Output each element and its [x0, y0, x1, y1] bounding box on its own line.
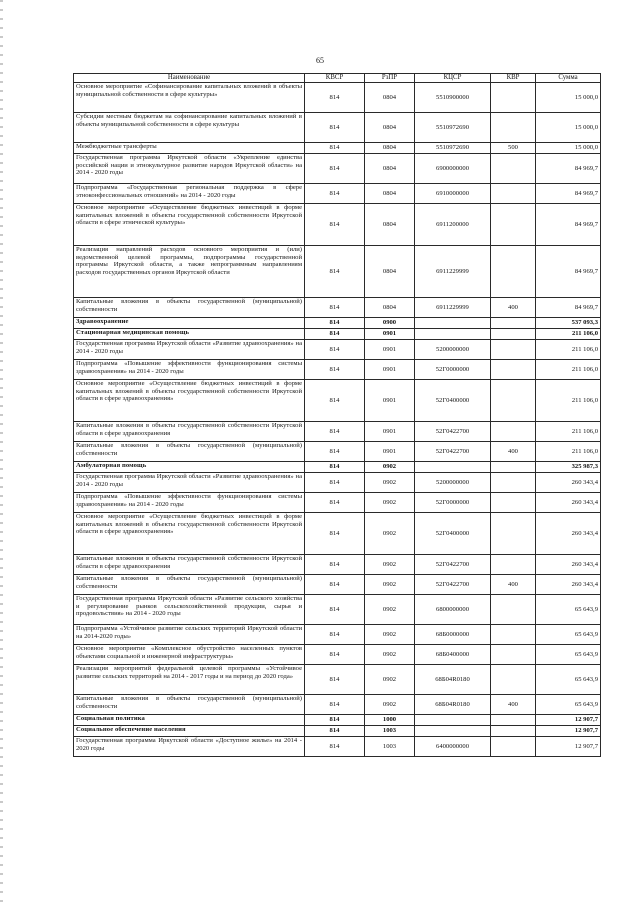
cell-kcsr: 6910000000 — [415, 184, 491, 204]
cell-name: Капитальные вложения в объекты государственной собственности Иркутской области в сфере здравоохранения — [74, 422, 305, 442]
cell-name: Государственная программа Иркутской области «Развитие здравоохранения» на 2014 - 2020 годы — [74, 340, 305, 360]
cell-kcsr: 6800000000 — [415, 595, 491, 625]
cell-rzpr: 0804 — [365, 184, 415, 204]
cell-rzpr: 0902 — [365, 513, 415, 555]
cell-kvr — [491, 473, 536, 493]
cell-name: Капитальные вложения в объекты государственной (муниципальной) собственности — [74, 442, 305, 462]
cell-kvsr: 814 — [305, 422, 365, 442]
table-row — [74, 625, 601, 645]
cell-kvsr: 814 — [305, 726, 365, 737]
cell-sum: 260 343,4 — [536, 513, 601, 555]
cell-sum: 65 643,9 — [536, 645, 601, 665]
cell-sum: 211 106,0 — [536, 442, 601, 462]
cell-kvr — [491, 422, 536, 442]
cell-sum: 12 907,7 — [536, 737, 601, 757]
table-row — [74, 143, 601, 154]
cell-kcsr: 68Б04R0180 — [415, 695, 491, 715]
cell-kvsr: 814 — [305, 113, 365, 143]
table-row — [74, 380, 601, 422]
cell-kcsr: 52Г0422700 — [415, 422, 491, 442]
table-row — [74, 645, 601, 665]
cell-kcsr: 6911229999 — [415, 298, 491, 318]
cell-name: Подпрограмма «Устойчивое развитие сельских территорий Иркутской области на 2014-2020 годы» — [74, 625, 305, 645]
cell-kvr — [491, 184, 536, 204]
cell-sum: 211 106,0 — [536, 329, 601, 340]
header-name: Наименование — [74, 74, 305, 83]
cell-kvr — [491, 645, 536, 665]
cell-sum: 211 106,0 — [536, 340, 601, 360]
cell-name: Капитальные вложения в объекты государственной собственности Иркутской области в сфере здравоохранения — [74, 555, 305, 575]
cell-kvr — [491, 493, 536, 513]
header-sum: Сумма — [536, 74, 601, 83]
table-row — [74, 422, 601, 442]
cell-kvr — [491, 380, 536, 422]
cell-kcsr: 52Г0400000 — [415, 380, 491, 422]
cell-kcsr: 5510972690 — [415, 143, 491, 154]
table-row — [74, 184, 601, 204]
table-header-row — [74, 74, 601, 83]
cell-name: Реализация направлений расходов основного мероприятия и (или) ведомственной целевой программы, подпрограммы государственной программы Иркутской области, а также непрограммным направлениям расходов государственных органов Иркутской области — [74, 246, 305, 298]
cell-sum: 84 969,7 — [536, 184, 601, 204]
cell-kcsr: 52Г0422700 — [415, 575, 491, 595]
cell-name: Межбюджетные трансферты — [74, 143, 305, 154]
cell-name: Основное мероприятие «Осуществление бюджетных инвестиций в форме капитальных вложений в объекты государственной собственности Иркутской области в сфере здравоохранения» — [74, 380, 305, 422]
cell-kcsr: 5510900000 — [415, 83, 491, 113]
cell-kvr: 400 — [491, 575, 536, 595]
cell-rzpr: 1000 — [365, 715, 415, 726]
table-row — [74, 442, 601, 462]
cell-sum: 260 343,4 — [536, 493, 601, 513]
table-row — [74, 83, 601, 113]
table-row — [74, 695, 601, 715]
cell-rzpr: 0804 — [365, 246, 415, 298]
cell-kvsr: 814 — [305, 665, 365, 695]
table-row — [74, 154, 601, 184]
cell-kcsr: 5200000000 — [415, 473, 491, 493]
cell-kvsr: 814 — [305, 715, 365, 726]
cell-kvr — [491, 154, 536, 184]
cell-kvsr: 814 — [305, 473, 365, 493]
scan-edge — [0, 0, 3, 905]
cell-kvsr: 814 — [305, 513, 365, 555]
cell-name: Капитальные вложения в объекты государственной (муниципальной) собственности — [74, 298, 305, 318]
cell-kvsr: 814 — [305, 493, 365, 513]
cell-rzpr: 0804 — [365, 298, 415, 318]
cell-name: Капитальные вложения в объекты государственной (муниципальной) собственности — [74, 575, 305, 595]
cell-kvsr: 814 — [305, 318, 365, 329]
cell-sum: 84 969,7 — [536, 204, 601, 246]
header-kvsr: КВСР — [305, 74, 365, 83]
cell-rzpr: 0804 — [365, 113, 415, 143]
cell-rzpr: 0901 — [365, 360, 415, 380]
table-row — [74, 555, 601, 575]
table-row — [74, 715, 601, 726]
cell-kvr — [491, 595, 536, 625]
cell-name: Подпрограмма «Повышение эффективности функционирования системы здравоохранения» на 2014 - 2020 годы — [74, 493, 305, 513]
cell-kcsr — [415, 318, 491, 329]
cell-sum: 65 643,9 — [536, 695, 601, 715]
cell-kcsr: 6911200000 — [415, 204, 491, 246]
cell-kvsr: 814 — [305, 154, 365, 184]
table-row — [74, 737, 601, 757]
cell-kvsr: 814 — [305, 695, 365, 715]
cell-kcsr: 52Г0422700 — [415, 555, 491, 575]
cell-sum: 325 987,3 — [536, 462, 601, 473]
cell-rzpr: 0902 — [365, 462, 415, 473]
cell-kvr — [491, 204, 536, 246]
cell-sum: 260 343,4 — [536, 473, 601, 493]
cell-kvsr: 814 — [305, 329, 365, 340]
table-row — [74, 473, 601, 493]
cell-name: Государственная программа Иркутской области «Развитие сельского хозяйства и регулирование рынков сельскохозяйственной продукции, сырья и продовольствия» на 2014 - 2020 годы — [74, 595, 305, 625]
cell-rzpr: 0902 — [365, 645, 415, 665]
cell-rzpr: 0901 — [365, 329, 415, 340]
cell-kcsr — [415, 329, 491, 340]
cell-kvsr: 814 — [305, 143, 365, 154]
cell-kvr — [491, 329, 536, 340]
table-row — [74, 513, 601, 555]
cell-name: Социальное обеспечение населения — [74, 726, 305, 737]
cell-sum: 211 106,0 — [536, 380, 601, 422]
cell-kvr — [491, 555, 536, 575]
header-rzpr: РзПР — [365, 74, 415, 83]
table-row — [74, 318, 601, 329]
cell-kcsr: 52Г0422700 — [415, 442, 491, 462]
cell-sum: 84 969,7 — [536, 246, 601, 298]
cell-kvsr: 814 — [305, 442, 365, 462]
cell-sum: 15 000,0 — [536, 83, 601, 113]
cell-kvsr: 814 — [305, 737, 365, 757]
header-kvr: КВР — [491, 74, 536, 83]
cell-kvsr: 814 — [305, 555, 365, 575]
table-row — [74, 113, 601, 143]
cell-kcsr — [415, 715, 491, 726]
budget-table — [73, 73, 601, 757]
cell-name: Субсидии местным бюджетам на софинансирование капитальных вложений в объекты муниципальной собственности в сфере культуры — [74, 113, 305, 143]
cell-kcsr: 52Г0400000 — [415, 513, 491, 555]
cell-rzpr: 0902 — [365, 555, 415, 575]
cell-kvr — [491, 726, 536, 737]
table-row — [74, 298, 601, 318]
table-row — [74, 340, 601, 360]
cell-kcsr — [415, 462, 491, 473]
cell-rzpr: 0901 — [365, 442, 415, 462]
cell-name: Стационарная медицинская помощь — [74, 329, 305, 340]
cell-sum: 260 343,4 — [536, 575, 601, 595]
cell-kvsr: 814 — [305, 645, 365, 665]
cell-sum: 12 907,7 — [536, 726, 601, 737]
cell-sum: 12 907,7 — [536, 715, 601, 726]
table-row — [74, 462, 601, 473]
cell-rzpr: 0804 — [365, 143, 415, 154]
table-row — [74, 493, 601, 513]
table-row — [74, 726, 601, 737]
cell-kvsr: 814 — [305, 204, 365, 246]
table-row — [74, 575, 601, 595]
cell-rzpr: 0901 — [365, 380, 415, 422]
cell-rzpr: 0902 — [365, 473, 415, 493]
cell-kcsr: 5510972690 — [415, 113, 491, 143]
cell-kvsr: 814 — [305, 462, 365, 473]
cell-sum: 65 643,9 — [536, 625, 601, 645]
cell-sum: 211 106,0 — [536, 360, 601, 380]
cell-kvr: 400 — [491, 442, 536, 462]
cell-name: Государственная программа Иркутской области «Развитие здравоохранения» на 2014 - 2020 годы — [74, 473, 305, 493]
table-row — [74, 595, 601, 625]
cell-kcsr: 68Б0000000 — [415, 625, 491, 645]
cell-name: Социальная политика — [74, 715, 305, 726]
cell-rzpr: 1003 — [365, 726, 415, 737]
cell-kcsr: 5200000000 — [415, 340, 491, 360]
cell-kvr — [491, 625, 536, 645]
cell-kvsr: 814 — [305, 298, 365, 318]
table-row — [74, 665, 601, 695]
cell-kcsr: 68Б04R0180 — [415, 665, 491, 695]
table-row — [74, 360, 601, 380]
cell-kvr — [491, 360, 536, 380]
cell-name: Государственная программа Иркутской области «Укрепление единства российской нации и этнокультурное развитие народов Иркутской области» на 2014 - 2020 годы — [74, 154, 305, 184]
cell-kvsr: 814 — [305, 595, 365, 625]
cell-kvsr: 814 — [305, 340, 365, 360]
cell-name: Амбулаторная помощь — [74, 462, 305, 473]
cell-kcsr: 6911229999 — [415, 246, 491, 298]
cell-sum: 15 000,0 — [536, 113, 601, 143]
cell-kvr — [491, 737, 536, 757]
cell-sum: 15 000,0 — [536, 143, 601, 154]
cell-kvsr: 814 — [305, 184, 365, 204]
cell-rzpr: 0804 — [365, 154, 415, 184]
cell-kvsr: 814 — [305, 625, 365, 645]
cell-kcsr: 52Г0000000 — [415, 360, 491, 380]
table-body — [74, 83, 601, 757]
cell-name: Подпрограмма «Государственная региональная поддержка в сфере этноконфессиональных отношений» на 2014 - 2020 годы — [74, 184, 305, 204]
cell-kvsr: 814 — [305, 246, 365, 298]
cell-sum: 84 969,7 — [536, 154, 601, 184]
cell-rzpr: 0901 — [365, 340, 415, 360]
cell-rzpr: 0902 — [365, 625, 415, 645]
cell-kvr — [491, 83, 536, 113]
cell-rzpr: 0902 — [365, 595, 415, 625]
header-kcsr: КЦСР — [415, 74, 491, 83]
cell-kcsr: 6900000000 — [415, 154, 491, 184]
cell-kvr — [491, 246, 536, 298]
cell-rzpr: 1003 — [365, 737, 415, 757]
cell-name: Основное мероприятие «Осуществление бюджетных инвестиций в форме капитальных вложений в объекты государственной собственности Иркутской области в сфере здравоохранения» — [74, 513, 305, 555]
cell-kvr: 400 — [491, 695, 536, 715]
cell-sum: 84 969,7 — [536, 298, 601, 318]
cell-sum: 65 643,9 — [536, 595, 601, 625]
cell-kvsr: 814 — [305, 360, 365, 380]
table-row — [74, 329, 601, 340]
cell-name: Основное мероприятие «Осуществление бюджетных инвестиций в форме капитальных вложений в объекты государственной собственности Иркутской области в сфере этнической культуры» — [74, 204, 305, 246]
cell-name: Капитальные вложения в объекты государственной (муниципальной) собственности — [74, 695, 305, 715]
cell-sum: 65 643,9 — [536, 665, 601, 695]
cell-kvr: 400 — [491, 298, 536, 318]
cell-rzpr: 0804 — [365, 83, 415, 113]
cell-name: Реализация мероприятий федеральной целевой программы «Устойчивое развитие сельских территорий на 2014 - 2017 годы и на период до 2020 года» — [74, 665, 305, 695]
cell-kcsr: 68Б0400000 — [415, 645, 491, 665]
cell-name: Основное мероприятие «Софинансирование капитальных вложений в объекты муниципальной собственности в сфере культуры» — [74, 83, 305, 113]
cell-rzpr: 0902 — [365, 695, 415, 715]
cell-kvr — [491, 665, 536, 695]
cell-kvr — [491, 340, 536, 360]
cell-name: Государственная программа Иркутской области «Доступное жилье» на 2014 - 2020 годы — [74, 737, 305, 757]
table-row — [74, 246, 601, 298]
table-row — [74, 204, 601, 246]
cell-kvr — [491, 715, 536, 726]
cell-rzpr: 0902 — [365, 493, 415, 513]
cell-kcsr: 52Г0000000 — [415, 493, 491, 513]
cell-name: Здравоохранение — [74, 318, 305, 329]
cell-kvr — [491, 462, 536, 473]
cell-name: Подпрограмма «Повышение эффективности функционирования системы здравоохранения» на 2014 - 2020 годы — [74, 360, 305, 380]
cell-kvsr: 814 — [305, 380, 365, 422]
cell-name: Основное мероприятие «Комплексное обустройство населенных пунктов объектами социальной и инженерной инфраструктуры» — [74, 645, 305, 665]
cell-rzpr: 0902 — [365, 575, 415, 595]
cell-kcsr — [415, 726, 491, 737]
cell-sum: 260 343,4 — [536, 555, 601, 575]
cell-rzpr: 0901 — [365, 422, 415, 442]
cell-kvr: 500 — [491, 143, 536, 154]
cell-rzpr: 0902 — [365, 665, 415, 695]
cell-rzpr: 0900 — [365, 318, 415, 329]
cell-kvr — [491, 318, 536, 329]
cell-sum: 537 093,3 — [536, 318, 601, 329]
cell-rzpr: 0804 — [365, 204, 415, 246]
cell-kcsr: 6400000000 — [415, 737, 491, 757]
cell-kvr — [491, 113, 536, 143]
cell-kvsr: 814 — [305, 575, 365, 595]
cell-kvsr: 814 — [305, 83, 365, 113]
page-number: 65 — [316, 56, 324, 65]
cell-sum: 211 106,0 — [536, 422, 601, 442]
cell-kvr — [491, 513, 536, 555]
